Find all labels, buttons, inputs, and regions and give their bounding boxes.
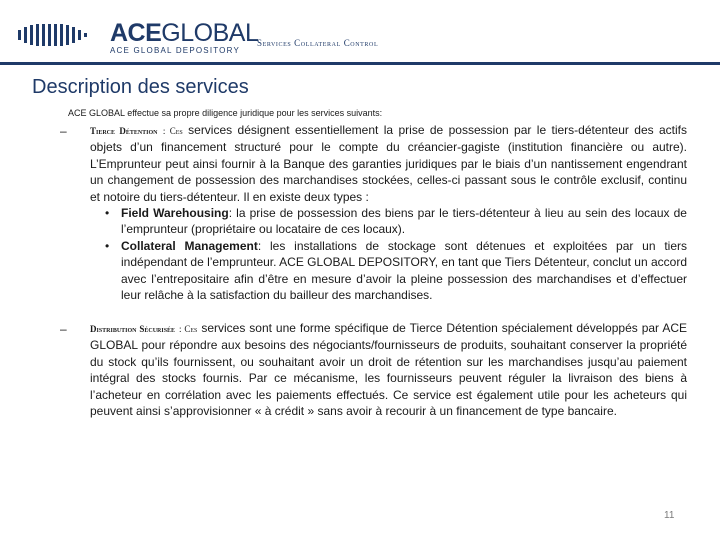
section-dash: –: [60, 124, 67, 138]
section-term: Distribution Sécurisée: [90, 324, 176, 334]
section-text: services sont une forme spécifique de Tierce Détention spécialement développés par ACE GLOBAL pour répondre aux besoins des négociants/fournisseurs de produits, souhaitant conserver la propriété du stock qu’ils fournissent, ou souhaitant avoir un droit de rétention sur les marchandises jusqu’au paiement intégral des stocks fournis. Par ce mécanisme, les fournisseurs peuvent réguler la livraison des biens à l’acheteur en corrélation avec les paiements effectués. Ce service est également utile pour les acheteurs qui peuvent ainsi s’approvisionner « à crédit » sans avoir à recourir à un financement de type bancaire.: [90, 321, 687, 419]
intro-text: ACE GLOBAL effectue sa propre diligence juridique pour les services suivants:: [68, 108, 383, 118]
page-number: 11: [664, 510, 675, 521]
header-tagline: Services Collateral Control: [257, 38, 379, 48]
section-distribution-securisee: [90, 320, 687, 419]
bullet-icon: •: [105, 206, 110, 221]
brand-subtitle: ACE GLOBAL DEPOSITORY: [110, 46, 240, 55]
header-divider: [0, 62, 720, 65]
company-logo: [18, 18, 259, 55]
list-item: [90, 238, 687, 304]
bullet-icon: •: [105, 238, 110, 253]
section-dash: –: [60, 322, 67, 336]
brand-name: [110, 20, 258, 46]
page-title: Description des services: [32, 76, 249, 98]
section-tierce-detention: [90, 122, 687, 303]
list-item-label: Collateral Management: [121, 238, 258, 253]
list-item: [90, 205, 687, 238]
section-lead: : Ces: [179, 324, 198, 334]
list-item-text: : les installations de stockage sont détenues et exploitées par un tiers indépendant de l’emprunteur. ACE GLOBAL DEPOSITORY, en tant que Tiers Détenteur, conclut un accord avec l’entrepositaire afin d’être en mesure d’avoir la pleine possession des marchandises et d’effectuer leur relâche à la satisfaction du bailleur des marchandises.: [121, 238, 688, 303]
section-term: Tierce Détention: [90, 126, 158, 136]
brand-ace: ACE: [110, 19, 162, 47]
list-item-label: Field Warehousing: [121, 206, 229, 221]
section-text: services désignent essentiellement la prise de possession par le tiers-détenteur des actifs objets d’un financement structuré pour le compte du créancier-gagiste (institution financière ou autre). L’Emprunteur peut ainsi fournir à la Banque des garanties juridiques par le biais d’un nantissement engendrant un changement de possession des marchandises stockées, celles-ci passant sous le contrôle exclusif, continu et notoire du tiers-détenteur. Il en existe deux types :: [90, 123, 688, 204]
list-item-text: : la prise de possession des biens par le tiers-détenteur à lieu au sein des locaux de l’emprunteur (propriétaire ou locataire de ces locaux).: [121, 206, 687, 237]
section-lead: : Ces: [162, 126, 183, 136]
slide-header: [0, 0, 720, 62]
logo-bars-icon: [18, 24, 88, 46]
brand-global: GLOBAL: [161, 19, 259, 47]
